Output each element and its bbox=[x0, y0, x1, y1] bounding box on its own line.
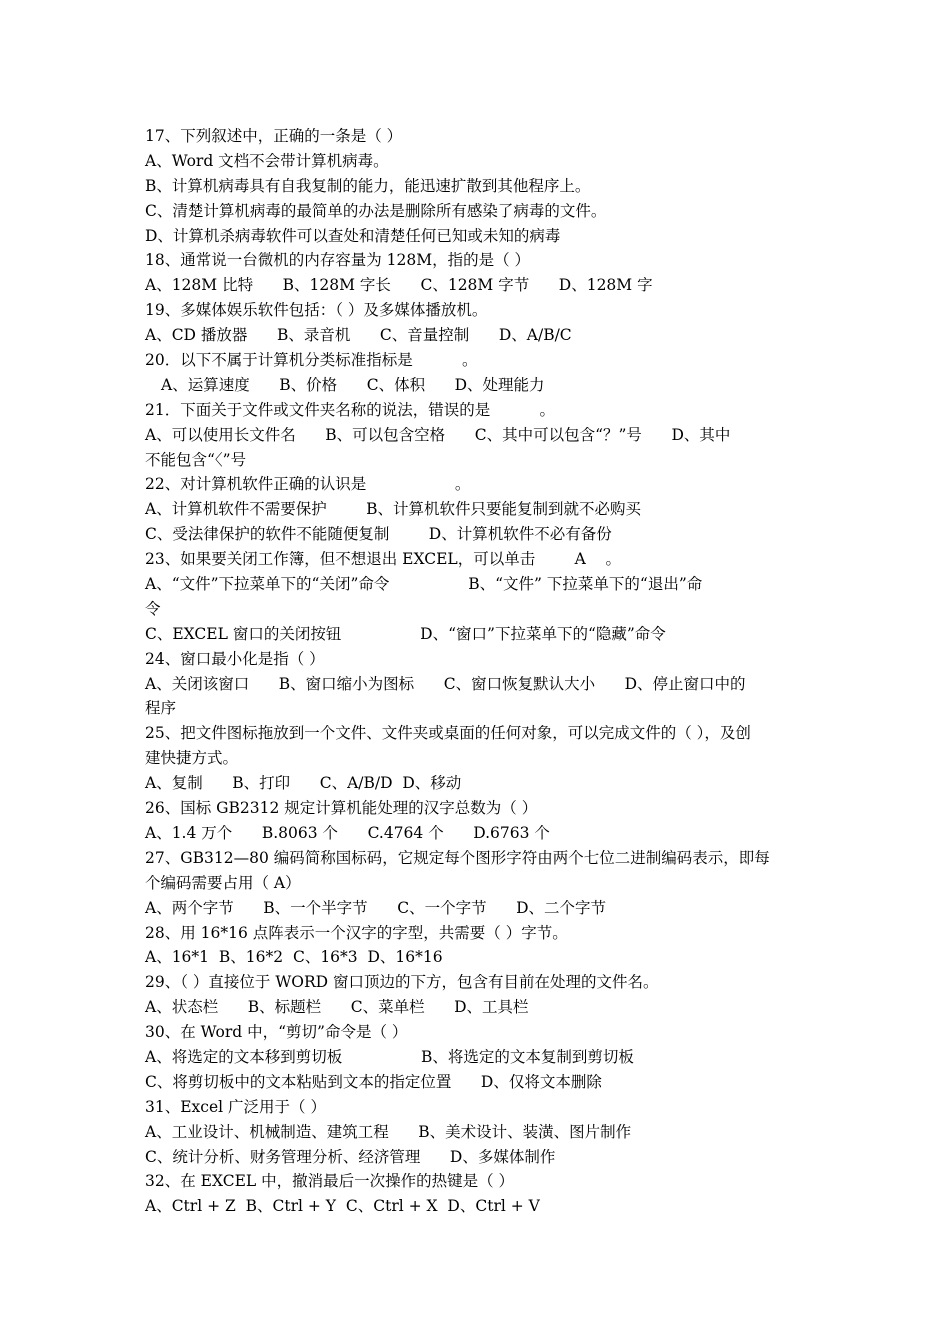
question-31-options-ab: A、工业设计、机械制造、建筑工程 B、美术设计、装潢、图片制作 bbox=[145, 1122, 632, 1141]
question-27-stem: 27、GB312—80 编码简称国标码，它规定每个图形字符由两个七位二进制编码表示，即每 bbox=[145, 848, 770, 867]
question-25-stem-cont: 建快捷方式。 bbox=[145, 749, 239, 768]
question-23-options-ab-cont: 令 bbox=[145, 599, 161, 618]
question-22-options-ab: A、计算机软件不需要保护 B、计算机软件只要能复制到就不必购买 bbox=[145, 500, 642, 519]
question-19-stem: 19、多媒体娱乐软件包括：（ ）及多媒体播放机。 bbox=[145, 301, 488, 320]
question-22-stem: 22、对计算机软件正确的认识是 。 bbox=[145, 475, 471, 494]
question-32-options: A、Ctrl + Z B、Ctrl + Y C、Ctrl + X D、Ctrl + V bbox=[145, 1197, 540, 1216]
question-26-stem: 26、国标 GB2312 规定计算机能处理的汉字总数为（ ） bbox=[145, 799, 538, 818]
question-20-options: A、运算速度 B、价格 C、体积 D、处理能力 bbox=[161, 375, 545, 394]
question-20-stem: 20．以下不属于计算机分类标准指标是 。 bbox=[145, 351, 478, 370]
question-17-option-c: C、清楚计算机病毒的最简单的办法是删除所有感染了病毒的文件。 bbox=[145, 201, 607, 220]
question-28-stem: 28、用 16*16 点阵表示一个汉字的字型，共需要（ ）字节。 bbox=[145, 923, 568, 942]
question-17-option-b: B、计算机病毒具有自我复制的能力，能迅速扩散到其他程序上。 bbox=[145, 176, 591, 195]
question-26-options: A、1.4 万个 B.8063 个 C.4764 个 D.6763 个 bbox=[145, 823, 550, 842]
question-28-options: A、16*1 B、16*2 C、16*3 D、16*16 bbox=[145, 948, 443, 967]
document-page bbox=[145, 124, 811, 1219]
question-30-stem: 30、在 Word 中，“剪切”命令是（ ） bbox=[145, 1023, 408, 1042]
question-22-options-cd: C、受法律保护的软件不能随便复制 D、计算机软件不必有备份 bbox=[145, 525, 612, 544]
question-17-option-d: D、计算机杀病毒软件可以查处和清楚任何已知或未知的病毒 bbox=[145, 226, 561, 245]
question-30-options-ab: A、将选定的文本移到剪切板 B、将选定的文本复制到剪切板 bbox=[145, 1047, 634, 1066]
question-32-stem: 32、在 EXCEL 中，撤消最后一次操作的热键是（ ） bbox=[145, 1172, 515, 1191]
question-21-options-cont: 不能包含“〈”号 bbox=[145, 450, 247, 469]
question-21-options: A、可以使用长文件名 B、可以包含空格 C、其中可以包含“？”号 D、其中 bbox=[145, 425, 731, 444]
question-24-options-cont: 程序 bbox=[145, 699, 177, 718]
question-27-stem-cont: 个编码需要占用（ A） bbox=[145, 873, 301, 892]
question-31-stem: 31、Excel 广泛用于（ ） bbox=[145, 1097, 326, 1116]
question-23-options-ab: A、“文件”下拉菜单下的“关闭”命令 B、“文件” 下拉菜单下的“退出”命 bbox=[145, 575, 703, 594]
question-29-options: A、状态栏 B、标题栏 C、菜单栏 D、工具栏 bbox=[145, 998, 529, 1017]
question-19-options: A、CD 播放器 B、录音机 C、音量控制 D、A/B/C bbox=[145, 326, 572, 345]
question-17-stem: 17、下列叙述中，正确的一条是（ ） bbox=[145, 127, 403, 145]
question-23-stem: 23、如果要关闭工作簿，但不想退出 EXCEL，可以单击 A 。 bbox=[145, 550, 622, 569]
question-29-stem: 29、（ ）直接位于 WORD 窗口顶边的下方，包含有目前在处理的文件名。 bbox=[145, 973, 659, 992]
question-17-option-a: A、Word 文档不会带计算机病毒。 bbox=[145, 151, 389, 170]
question-25-stem: 25、把文件图标拖放到一个文件、文件夹或桌面的任何对象，可以完成文件的（ ），及创 bbox=[145, 724, 751, 743]
question-24-options: A、关闭该窗口 B、窗口缩小为图标 C、窗口恢复默认大小 D、停止窗口中的 bbox=[145, 674, 746, 693]
question-31-options-cd: C、统计分析、财务管理分析、经济管理 D、多媒体制作 bbox=[145, 1147, 556, 1166]
question-25-options: A、复制 B、打印 C、A/B/D D、移动 bbox=[145, 774, 462, 793]
question-21-stem: 21．下面关于文件或文件夹名称的说法，错误的是 。 bbox=[145, 400, 555, 419]
question-27-options: A、两个字节 B、一个半字节 C、一个字节 D、二个字节 bbox=[145, 898, 607, 917]
question-23-options-cd: C、EXCEL 窗口的关闭按钮 D、“窗口”下拉菜单下的“隐藏”命令 bbox=[145, 624, 666, 643]
question-18-stem: 18、通常说一台微机的内存容量为 128M，指的是（ ） bbox=[145, 251, 531, 270]
question-18-options: A、128M 比特 B、128M 字长 C、128M 字节 D、128M 字 bbox=[145, 276, 653, 295]
question-24-stem: 24、窗口最小化是指（ ） bbox=[145, 649, 325, 668]
question-30-options-cd: C、将剪切板中的文本粘贴到文本的指定位置 D、仅将文本删除 bbox=[145, 1072, 602, 1091]
